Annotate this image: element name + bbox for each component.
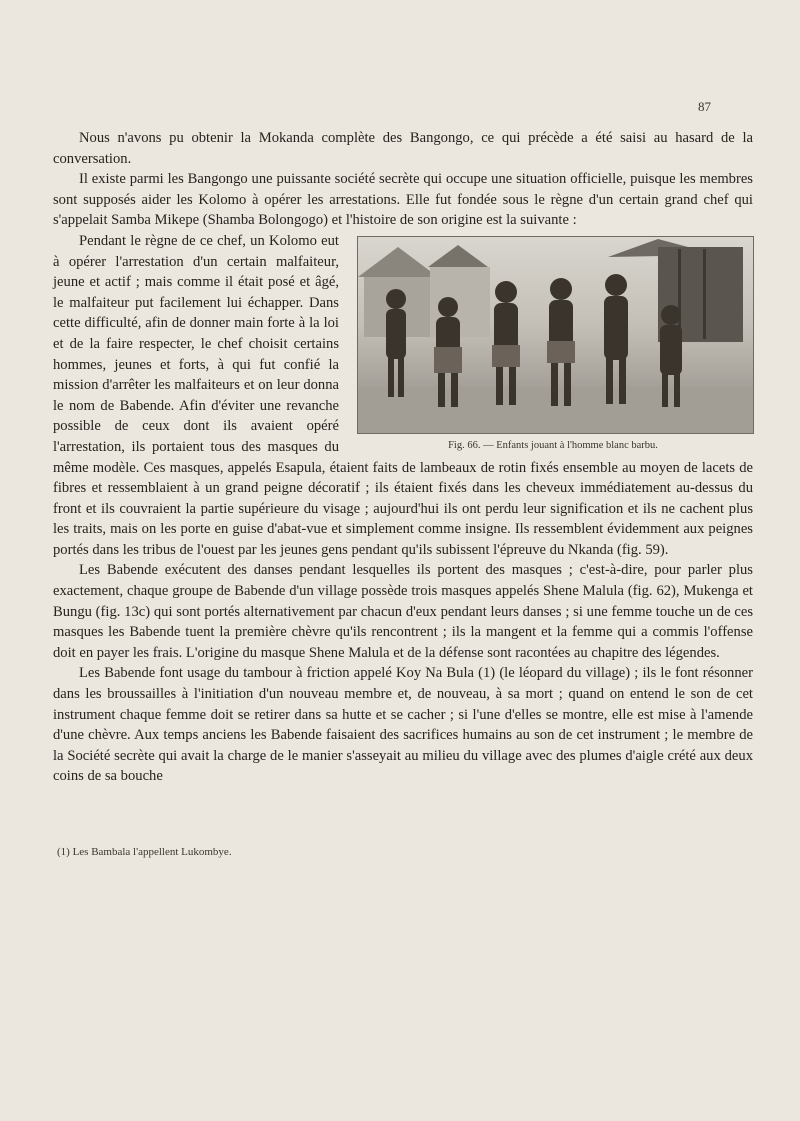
paragraph-4: Les Babende exécutent des danses pendant lesquelles ils portent des masques ; c'est-à-dire, pour parler plus exactement, chaque groupe de Babende d'un village possède trois masques appelés Shene Malula (fig. 62), Mukenga et Bungu (fig. 13c) qui sont portés alternativement par chacun d'eux pendant leurs danses ; si une femme touche un de ces masques les Babende tuent la première chèvre qu'ils rencontrent ; ils la mangent et la femme qui a commis l'offense doit en payer les frais. L'origine du masque Shene Malula et de la défense sont racontées au chapitre des légendes. — [53, 562, 753, 661]
paragraph-5: Les Babende font usage du tambour à friction appelé Koy Na Bula (1) (le léopard du village) ; ils le font résonner dans les broussailles à l'initiation d'un nouveau membre et, de nouveau, à sa mort ; quand on entend le son de cet instrument chaque femme doit se retirer dans sa hutte et se cacher ; si l'une d'elles se montre, elle est mise à l'amende d'une chèvre. Aux temps anciens les Babende faisaient des sacrifices humains au son de cet instrument ; le membre de la Société secrète qui avait la charge de le manier s'asseyait au milieu du village avec des plumes d'aigle crété aux deux coins de sa bouche — [53, 665, 753, 785]
photograph-children-playing — [357, 236, 754, 434]
figure-caption: Fig. 66. — Enfants jouant à l'homme blanc barbu. — [448, 439, 658, 451]
paragraph-3: Pendant le règne de ce chef, un Kolomo eut à opérer l'arrestation d'un certain malfaiteur, jeune et actif ; mais comme il était posé et âgé, le malfaiteur put facilement lui échapper. Dans cette difficulté, afin de donner main forte à la loi et de la faire respecter, le chef choisit certains hommes, jeunes et forts, à qui fut confié la mission d'arrêter les malfaiteurs et on leur donna le nom de Babende. Afin d'éviter une revanche possible de ceux dont ils avaient opéré l'arrestation, ils portaient tous des masques du même modèle. Ces masques, appelés Esapula, étaient faits de lambeaux de rotin fixés ensemble au moyen de lacets de fibres et ressemblaient à un grand peigne décoratif ; ils étaient fixés dans les cheveux immédiatement au-dessus du front et ils couvraient la partie supérieure du visage ; aujourd'hui ils ont perdu leur signification et ils ne cachent plus les traits, mais on les porte en guise d'abat-vue et simplement comme insigne. Ils ressemblent évidemment aux peignes portés dans les tribus de l'ouest par les jeunes gens pendant qu'ils subissent l'épreuve du Nkanda (fig. 59). — [53, 232, 753, 558]
figure-66 — [353, 236, 753, 452]
paragraph-1: Nous n'avons pu obtenir la Mokanda complète des Bangongo, ce qui précède a été saisi au hasard de la conversation. — [53, 130, 753, 167]
footnote: (1) Les Bambala l'appellent Lukombye. — [57, 846, 232, 858]
page-number: 87 — [698, 99, 711, 114]
paragraph-2: Il existe parmi les Bangongo une puissante société secrète qui occupe une situation officielle, puisque les membres sont supposés aider les Kolomo à opérer les arrestations. Elle fut fondée sous le règne d'un certain grand chef qui s'appelait Samba Mikepe (Shamba Bolongogo) et l'histoire de son origine est la suivante : — [53, 171, 753, 229]
main-text — [53, 128, 753, 787]
